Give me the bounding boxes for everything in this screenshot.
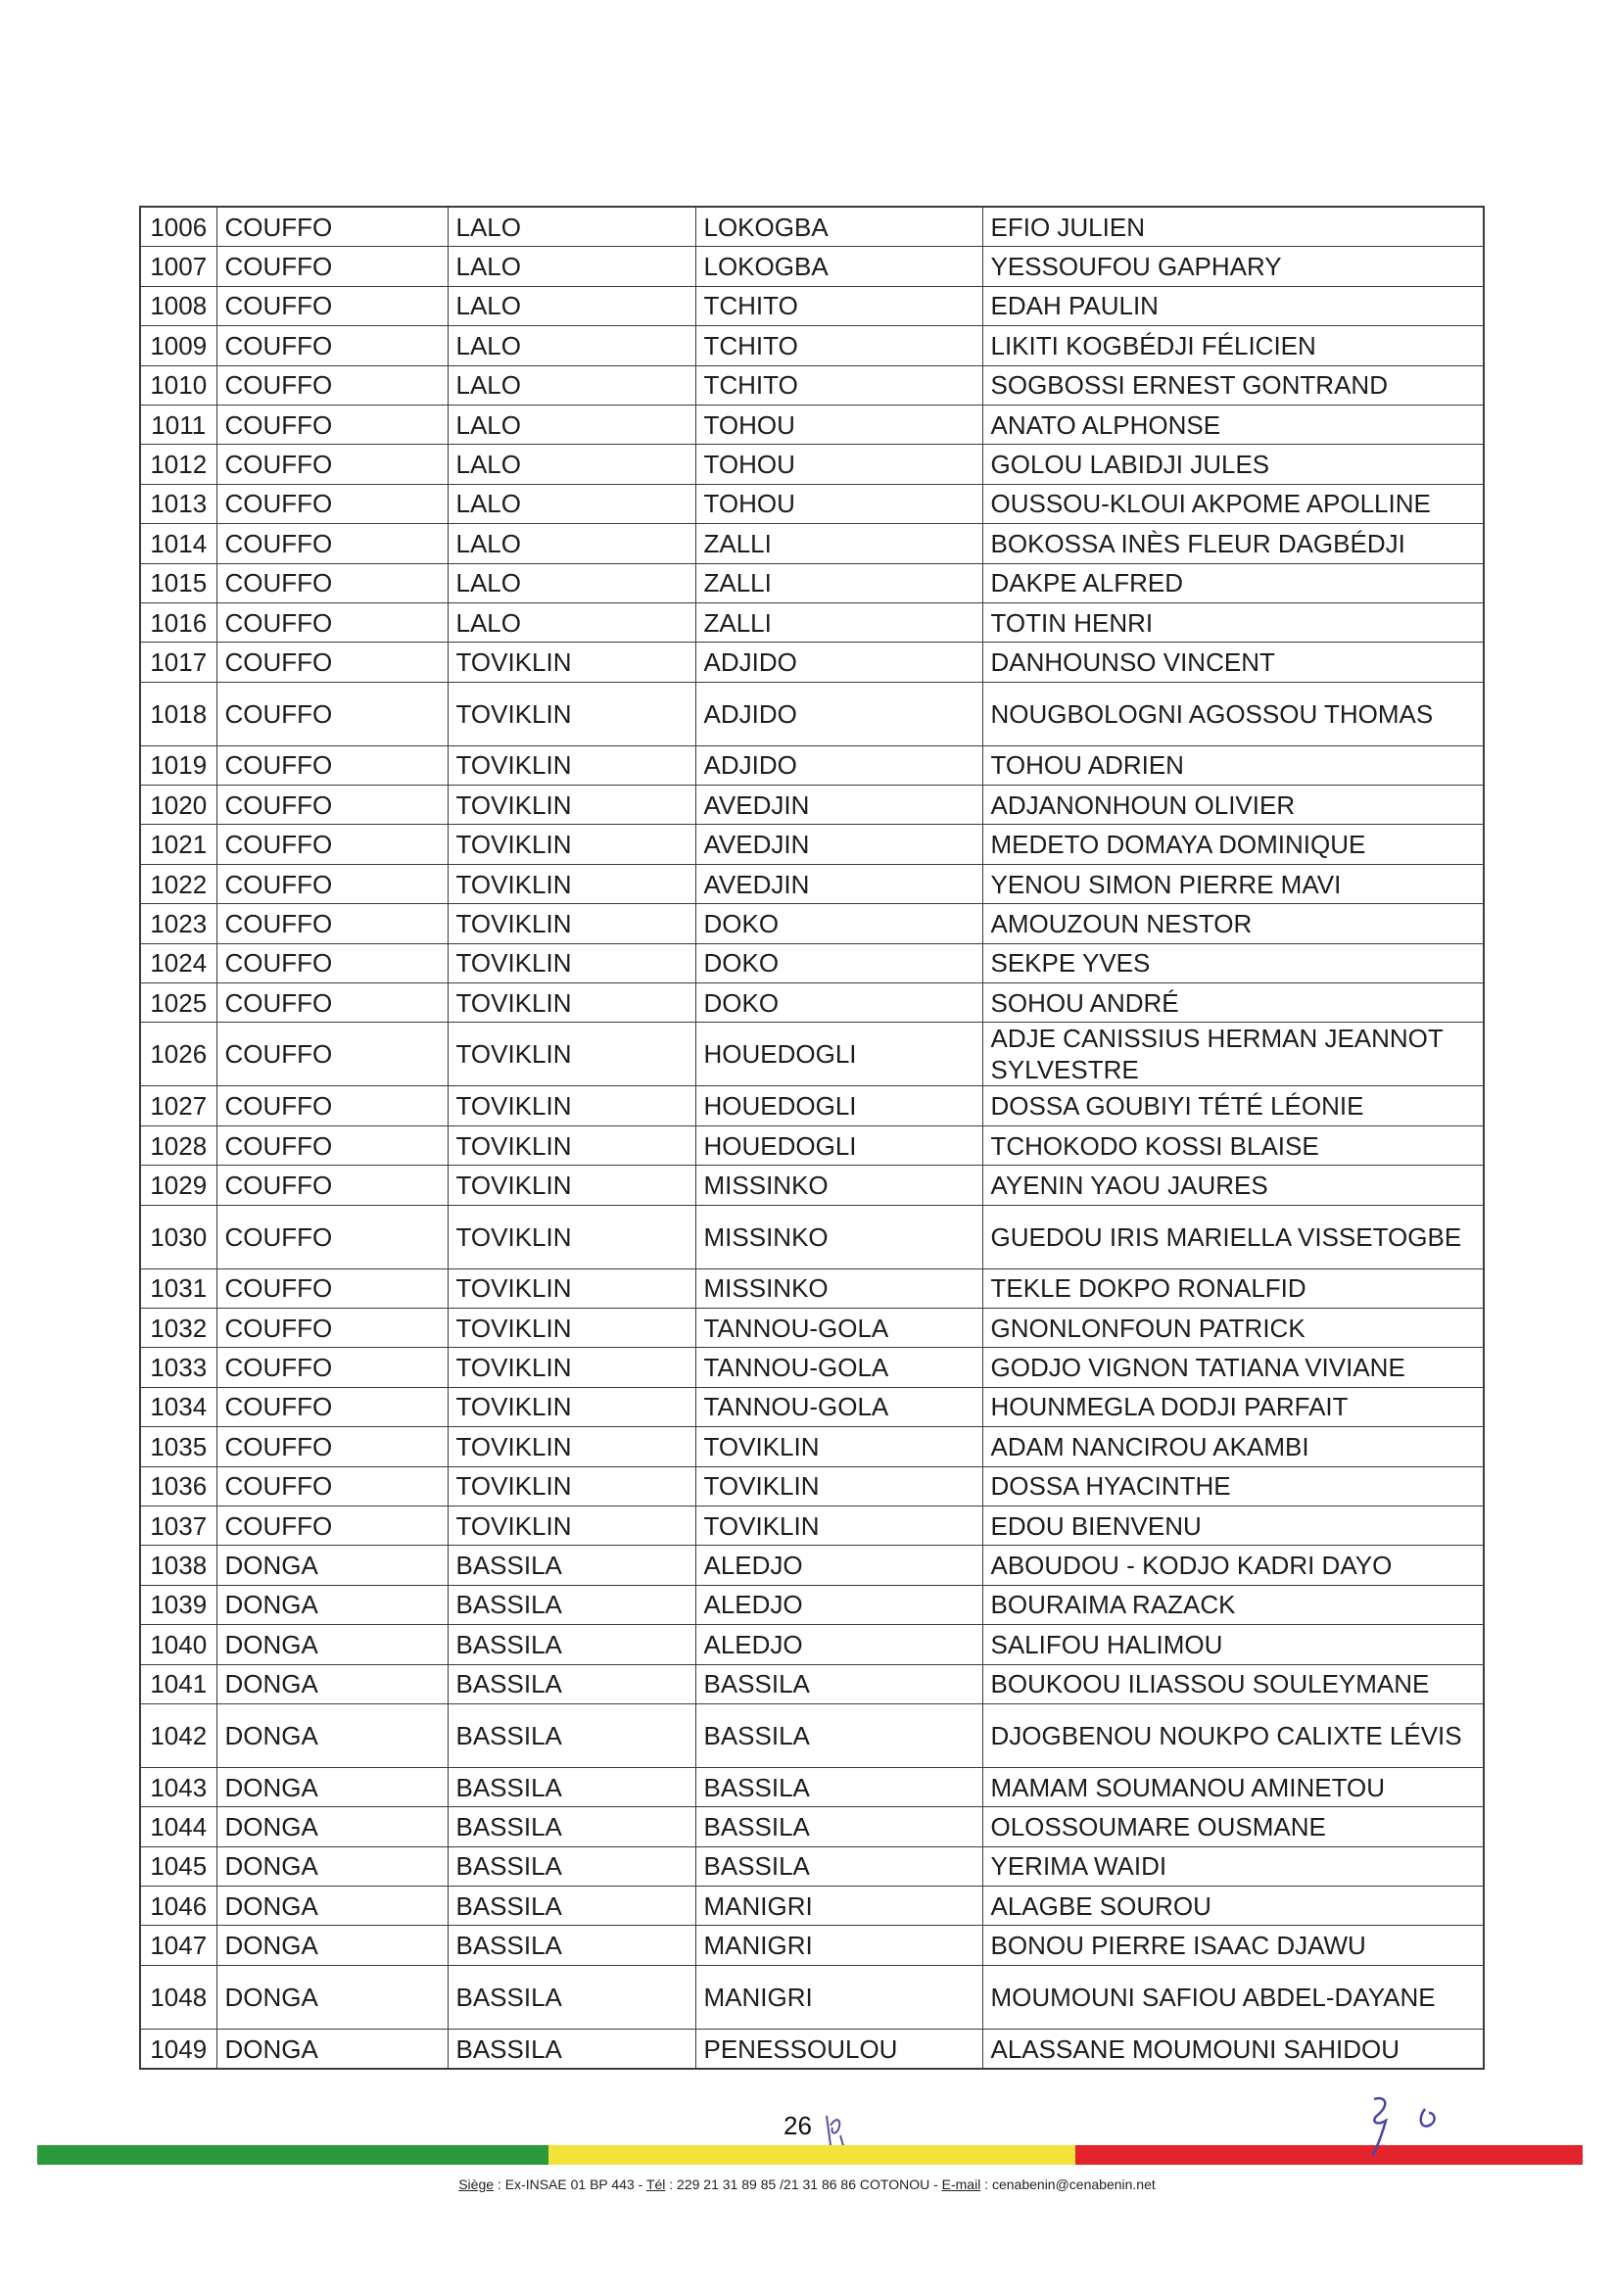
commune-cell: LALO — [448, 602, 695, 642]
name-cell: EDAH PAULIN — [982, 286, 1484, 325]
table-row — [140, 2029, 1484, 2069]
table-row — [140, 207, 1484, 247]
name-cell: OUSSOU-KLOUI AKPOME APOLLINE — [982, 484, 1484, 523]
siege-value: : Ex-INSAE 01 BP 443 - — [494, 2176, 646, 2192]
department-cell: COUFFO — [216, 1466, 448, 1506]
arrondissement-cell: ZALLI — [695, 563, 982, 602]
name-cell: EFIO JULIEN — [982, 207, 1484, 247]
row-number: 1048 — [140, 1965, 216, 2029]
department-cell: DONGA — [216, 2029, 448, 2069]
commune-cell: TOVIKLIN — [448, 904, 695, 943]
commune-cell: LALO — [448, 563, 695, 602]
table-row — [140, 825, 1484, 864]
commune-cell: TOVIKLIN — [448, 983, 695, 1023]
table-row — [140, 1427, 1484, 1466]
row-number: 1027 — [140, 1086, 216, 1125]
name-cell: GNONLONFOUN PATRICK — [982, 1308, 1484, 1347]
name-cell: ALAGBE SOUROU — [982, 1887, 1484, 1926]
arrondissement-cell: BASSILA — [695, 1846, 982, 1886]
arrondissement-cell: TOVIKLIN — [695, 1506, 982, 1545]
commune-cell: LALO — [448, 405, 695, 444]
row-number: 1032 — [140, 1308, 216, 1347]
name-cell: TEKLE DOKPO RONALFID — [982, 1268, 1484, 1308]
department-cell: COUFFO — [216, 326, 448, 365]
name-cell: BONOU PIERRE ISAAC DJAWU — [982, 1926, 1484, 1965]
department-cell: COUFFO — [216, 983, 448, 1023]
commune-cell: BASSILA — [448, 1965, 695, 2029]
commune-cell: LALO — [448, 445, 695, 484]
arrondissement-cell: DOKO — [695, 904, 982, 943]
commune-cell: TOVIKLIN — [448, 643, 695, 682]
commune-cell: TOVIKLIN — [448, 1205, 695, 1268]
arrondissement-cell: MISSINKO — [695, 1166, 982, 1205]
arrondissement-cell: ALEDJO — [695, 1546, 982, 1585]
arrondissement-cell: BASSILA — [695, 1807, 982, 1846]
arrondissement-cell: HOUEDOGLI — [695, 1023, 982, 1086]
arrondissement-cell: TCHITO — [695, 286, 982, 325]
department-cell: COUFFO — [216, 1308, 448, 1347]
name-cell: DOSSA HYACINTHE — [982, 1466, 1484, 1506]
table-row — [140, 484, 1484, 523]
table-row — [140, 1205, 1484, 1268]
arrondissement-cell: TCHITO — [695, 365, 982, 405]
name-cell: SOHOU ANDRÉ — [982, 983, 1484, 1023]
commune-cell: TOVIKLIN — [448, 1308, 695, 1347]
name-cell: LIKITI KOGBÉDJI FÉLICIEN — [982, 326, 1484, 365]
commune-cell: LALO — [448, 326, 695, 365]
row-number: 1013 — [140, 484, 216, 523]
arrondissement-cell: HOUEDOGLI — [695, 1125, 982, 1165]
row-number: 1021 — [140, 825, 216, 864]
commune-cell: TOVIKLIN — [448, 1086, 695, 1125]
row-number: 1015 — [140, 563, 216, 602]
department-cell: COUFFO — [216, 643, 448, 682]
department-cell: DONGA — [216, 1664, 448, 1703]
tel-value: : 229 21 31 89 85 /21 31 86 86 COTONOU - — [665, 2176, 942, 2192]
row-number: 1022 — [140, 864, 216, 903]
row-number: 1008 — [140, 286, 216, 325]
name-cell: ABOUDOU - KODJO KADRI DAYO — [982, 1546, 1484, 1585]
name-cell: SALIFOU HALIMOU — [982, 1625, 1484, 1664]
row-number: 1040 — [140, 1625, 216, 1664]
arrondissement-cell: ALEDJO — [695, 1625, 982, 1664]
table-row — [140, 943, 1484, 982]
commune-cell: BASSILA — [448, 1807, 695, 1846]
department-cell: DONGA — [216, 1703, 448, 1767]
arrondissement-cell: ADJIDO — [695, 745, 982, 785]
table-row — [140, 365, 1484, 405]
row-number: 1033 — [140, 1348, 216, 1387]
name-cell: ALASSANE MOUMOUNI SAHIDOU — [982, 2029, 1484, 2069]
table-row — [140, 682, 1484, 745]
name-cell: BOURAIMA RAZACK — [982, 1585, 1484, 1624]
table-row — [140, 1807, 1484, 1846]
name-cell: DJOGBENOU NOUKPO CALIXTE LÉVIS — [982, 1703, 1484, 1767]
arrondissement-cell: ALEDJO — [695, 1585, 982, 1624]
row-number: 1045 — [140, 1846, 216, 1886]
department-cell: COUFFO — [216, 602, 448, 642]
row-number: 1043 — [140, 1767, 216, 1806]
department-cell: COUFFO — [216, 943, 448, 982]
arrondissement-cell: HOUEDOGLI — [695, 1086, 982, 1125]
department-cell: COUFFO — [216, 786, 448, 825]
table-row — [140, 1887, 1484, 1926]
table-row — [140, 1166, 1484, 1205]
department-cell: COUFFO — [216, 1427, 448, 1466]
row-number: 1023 — [140, 904, 216, 943]
arrondissement-cell: TOHOU — [695, 405, 982, 444]
table-row — [140, 326, 1484, 365]
flag-stripe-yellow — [548, 2145, 1075, 2165]
table-row — [140, 1308, 1484, 1347]
row-number: 1012 — [140, 445, 216, 484]
tel-label: Tél — [645, 2176, 666, 2192]
department-cell: COUFFO — [216, 1125, 448, 1165]
table-row — [140, 1585, 1484, 1624]
arrondissement-cell: MISSINKO — [695, 1205, 982, 1268]
table-row — [140, 602, 1484, 642]
department-cell: DONGA — [216, 1965, 448, 2029]
arrondissement-cell: ZALLI — [695, 524, 982, 563]
commune-cell: TOVIKLIN — [448, 1466, 695, 1506]
name-cell: SOGBOSSI ERNEST GONTRAND — [982, 365, 1484, 405]
department-cell: COUFFO — [216, 1166, 448, 1205]
arrondissement-cell: ZALLI — [695, 602, 982, 642]
arrondissement-cell: TOVIKLIN — [695, 1427, 982, 1466]
arrondissement-cell: MISSINKO — [695, 1268, 982, 1308]
commune-cell: TOVIKLIN — [448, 1427, 695, 1466]
arrondissement-cell: LOKOGBA — [695, 247, 982, 286]
name-cell: ANATO ALPHONSE — [982, 405, 1484, 444]
table-row — [140, 1926, 1484, 1965]
name-cell: HOUNMEGLA DODJI PARFAIT — [982, 1387, 1484, 1426]
table-row — [140, 1846, 1484, 1886]
row-number: 1029 — [140, 1166, 216, 1205]
name-cell: ADJE CANISSIUS HERMAN JEANNOT SYLVESTRE — [982, 1023, 1484, 1086]
table-row — [140, 247, 1484, 286]
department-cell: COUFFO — [216, 1387, 448, 1426]
commune-cell: TOVIKLIN — [448, 682, 695, 745]
commune-cell: LALO — [448, 365, 695, 405]
row-number: 1034 — [140, 1387, 216, 1426]
row-number: 1037 — [140, 1506, 216, 1545]
row-number: 1041 — [140, 1664, 216, 1703]
commune-cell: TOVIKLIN — [448, 786, 695, 825]
email-label: E-mail — [941, 2176, 981, 2192]
table-row — [140, 1506, 1484, 1545]
table-row — [140, 983, 1484, 1023]
table-row — [140, 524, 1484, 563]
department-cell: COUFFO — [216, 682, 448, 745]
department-cell: DONGA — [216, 1807, 448, 1846]
department-cell: COUFFO — [216, 1205, 448, 1268]
department-cell: COUFFO — [216, 825, 448, 864]
commune-cell: TOVIKLIN — [448, 1023, 695, 1086]
table-row — [140, 904, 1484, 943]
arrondissement-cell: TANNOU-GOLA — [695, 1308, 982, 1347]
name-cell: DANHOUNSO VINCENT — [982, 643, 1484, 682]
name-cell: TOHOU ADRIEN — [982, 745, 1484, 785]
name-cell: BOKOSSA INÈS FLEUR DAGBÉDJI — [982, 524, 1484, 563]
table-row — [140, 1466, 1484, 1506]
row-number: 1030 — [140, 1205, 216, 1268]
row-number: 1024 — [140, 943, 216, 982]
row-number: 1006 — [140, 207, 216, 247]
arrondissement-cell: ADJIDO — [695, 682, 982, 745]
commune-cell: BASSILA — [448, 1767, 695, 1806]
row-number: 1036 — [140, 1466, 216, 1506]
name-cell: MOUMOUNI SAFIOU ABDEL-DAYANE — [982, 1965, 1484, 2029]
arrondissement-cell: TCHITO — [695, 326, 982, 365]
commune-cell: TOVIKLIN — [448, 943, 695, 982]
commune-cell: TOVIKLIN — [448, 1268, 695, 1308]
row-number: 1007 — [140, 247, 216, 286]
name-cell: GOLOU LABIDJI JULES — [982, 445, 1484, 484]
table-row — [140, 1664, 1484, 1703]
name-cell: GUEDOU IRIS MARIELLA VISSETOGBE — [982, 1205, 1484, 1268]
arrondissement-cell: AVEDJIN — [695, 786, 982, 825]
row-number: 1016 — [140, 602, 216, 642]
table-body — [140, 207, 1484, 2069]
commune-cell: BASSILA — [448, 1887, 695, 1926]
commune-cell: LALO — [448, 286, 695, 325]
department-cell: COUFFO — [216, 445, 448, 484]
commune-cell: LALO — [448, 524, 695, 563]
department-cell: COUFFO — [216, 563, 448, 602]
name-cell: MAMAM SOUMANOU AMINETOU — [982, 1767, 1484, 1806]
arrondissement-cell: PENESSOULOU — [695, 2029, 982, 2069]
table-row — [140, 1125, 1484, 1165]
commune-cell: TOVIKLIN — [448, 1166, 695, 1205]
name-cell: AYENIN YAOU JAURES — [982, 1166, 1484, 1205]
name-cell: YENOU SIMON PIERRE MAVI — [982, 864, 1484, 903]
arrondissement-cell: AVEDJIN — [695, 864, 982, 903]
row-number: 1046 — [140, 1887, 216, 1926]
table-row — [140, 786, 1484, 825]
arrondissement-cell: BASSILA — [695, 1703, 982, 1767]
commune-cell: TOVIKLIN — [448, 825, 695, 864]
arrondissement-cell: DOKO — [695, 943, 982, 982]
table-row — [140, 1348, 1484, 1387]
name-cell: AMOUZOUN NESTOR — [982, 904, 1484, 943]
department-cell: DONGA — [216, 1546, 448, 1585]
department-cell: DONGA — [216, 1926, 448, 1965]
name-cell: YERIMA WAIDI — [982, 1846, 1484, 1886]
candidates-table-container — [139, 206, 1483, 2070]
row-number: 1028 — [140, 1125, 216, 1165]
department-cell: COUFFO — [216, 1506, 448, 1545]
table-row — [140, 1767, 1484, 1806]
arrondissement-cell: BASSILA — [695, 1767, 982, 1806]
table-row — [140, 1387, 1484, 1426]
arrondissement-cell: LOKOGBA — [695, 207, 982, 247]
arrondissement-cell: TOHOU — [695, 484, 982, 523]
department-cell: COUFFO — [216, 1348, 448, 1387]
footer-contact — [0, 2176, 1614, 2192]
name-cell: SEKPE YVES — [982, 943, 1484, 982]
row-number: 1031 — [140, 1268, 216, 1308]
row-number: 1039 — [140, 1585, 216, 1624]
name-cell: EDOU BIENVENU — [982, 1506, 1484, 1545]
department-cell: COUFFO — [216, 524, 448, 563]
row-number: 1035 — [140, 1427, 216, 1466]
arrondissement-cell: MANIGRI — [695, 1926, 982, 1965]
table-row — [140, 1268, 1484, 1308]
arrondissement-cell: ADJIDO — [695, 643, 982, 682]
name-cell: BOUKOOU ILIASSOU SOULEYMANE — [982, 1664, 1484, 1703]
siege-label: Siège — [458, 2176, 495, 2192]
department-cell: COUFFO — [216, 286, 448, 325]
commune-cell: TOVIKLIN — [448, 1387, 695, 1426]
row-number: 1038 — [140, 1546, 216, 1585]
name-cell: MEDETO DOMAYA DOMINIQUE — [982, 825, 1484, 864]
arrondissement-cell: AVEDJIN — [695, 825, 982, 864]
table-row — [140, 1023, 1484, 1086]
department-cell: COUFFO — [216, 207, 448, 247]
commune-cell: BASSILA — [448, 1926, 695, 1965]
page-number: 26 — [783, 2111, 812, 2140]
email-value: : cenabenin@cenabenin.net — [980, 2176, 1156, 2192]
department-cell: COUFFO — [216, 1086, 448, 1125]
table-row — [140, 1086, 1484, 1125]
table-row — [140, 1625, 1484, 1664]
flag-stripe-green — [37, 2145, 548, 2165]
table-row — [140, 445, 1484, 484]
commune-cell: TOVIKLIN — [448, 1125, 695, 1165]
name-cell: GODJO VIGNON TATIANA VIVIANE — [982, 1348, 1484, 1387]
commune-cell: TOVIKLIN — [448, 745, 695, 785]
commune-cell: BASSILA — [448, 1703, 695, 1767]
department-cell: DONGA — [216, 1846, 448, 1886]
commune-cell: BASSILA — [448, 1546, 695, 1585]
commune-cell: BASSILA — [448, 1625, 695, 1664]
row-number: 1026 — [140, 1023, 216, 1086]
commune-cell: TOVIKLIN — [448, 1506, 695, 1545]
table-row — [140, 286, 1484, 325]
arrondissement-cell: TANNOU-GOLA — [695, 1387, 982, 1426]
department-cell: COUFFO — [216, 365, 448, 405]
commune-cell: BASSILA — [448, 2029, 695, 2069]
table-row — [140, 1965, 1484, 2029]
table-row — [140, 405, 1484, 444]
candidates-table — [139, 206, 1485, 2070]
arrondissement-cell: DOKO — [695, 983, 982, 1023]
department-cell: COUFFO — [216, 1023, 448, 1086]
arrondissement-cell: MANIGRI — [695, 1887, 982, 1926]
name-cell: TCHOKODO KOSSI BLAISE — [982, 1125, 1484, 1165]
department-cell: COUFFO — [216, 405, 448, 444]
commune-cell: LALO — [448, 207, 695, 247]
name-cell: DOSSA GOUBIYI TÉTÉ LÉONIE — [982, 1086, 1484, 1125]
row-number: 1020 — [140, 786, 216, 825]
commune-cell: TOVIKLIN — [448, 1348, 695, 1387]
row-number: 1010 — [140, 365, 216, 405]
name-cell: OLOSSOUMARE OUSMANE — [982, 1807, 1484, 1846]
row-number: 1047 — [140, 1926, 216, 1965]
table-row — [140, 864, 1484, 903]
commune-cell: LALO — [448, 247, 695, 286]
commune-cell: BASSILA — [448, 1585, 695, 1624]
arrondissement-cell: TOHOU — [695, 445, 982, 484]
arrondissement-cell: MANIGRI — [695, 1965, 982, 2029]
department-cell: COUFFO — [216, 745, 448, 785]
row-number: 1019 — [140, 745, 216, 785]
commune-cell: BASSILA — [448, 1846, 695, 1886]
name-cell: ADJANONHOUN OLIVIER — [982, 786, 1484, 825]
table-row — [140, 1546, 1484, 1585]
row-number: 1044 — [140, 1807, 216, 1846]
department-cell: COUFFO — [216, 484, 448, 523]
table-row — [140, 1703, 1484, 1767]
row-number: 1018 — [140, 682, 216, 745]
commune-cell: LALO — [448, 484, 695, 523]
row-number: 1014 — [140, 524, 216, 563]
handwritten-signature — [1356, 2091, 1494, 2160]
department-cell: COUFFO — [216, 904, 448, 943]
department-cell: COUFFO — [216, 1268, 448, 1308]
row-number: 1049 — [140, 2029, 216, 2069]
name-cell: ADAM NANCIROU AKAMBI — [982, 1427, 1484, 1466]
row-number: 1009 — [140, 326, 216, 365]
commune-cell: TOVIKLIN — [448, 864, 695, 903]
row-number: 1011 — [140, 405, 216, 444]
flag-stripe-red — [1075, 2145, 1583, 2165]
arrondissement-cell: BASSILA — [695, 1664, 982, 1703]
table-row — [140, 563, 1484, 602]
name-cell: DAKPE ALFRED — [982, 563, 1484, 602]
department-cell: DONGA — [216, 1585, 448, 1624]
arrondissement-cell: TANNOU-GOLA — [695, 1348, 982, 1387]
row-number: 1017 — [140, 643, 216, 682]
department-cell: DONGA — [216, 1887, 448, 1926]
arrondissement-cell: TOVIKLIN — [695, 1466, 982, 1506]
row-number: 1025 — [140, 983, 216, 1023]
commune-cell: BASSILA — [448, 1664, 695, 1703]
name-cell: YESSOUFOU GAPHARY — [982, 247, 1484, 286]
department-cell: DONGA — [216, 1767, 448, 1806]
department-cell: COUFFO — [216, 864, 448, 903]
name-cell: TOTIN HENRI — [982, 602, 1484, 642]
row-number: 1042 — [140, 1703, 216, 1767]
department-cell: COUFFO — [216, 247, 448, 286]
department-cell: DONGA — [216, 1625, 448, 1664]
table-row — [140, 643, 1484, 682]
table-row — [140, 745, 1484, 785]
name-cell: NOUGBOLOGNI AGOSSOU THOMAS — [982, 682, 1484, 745]
